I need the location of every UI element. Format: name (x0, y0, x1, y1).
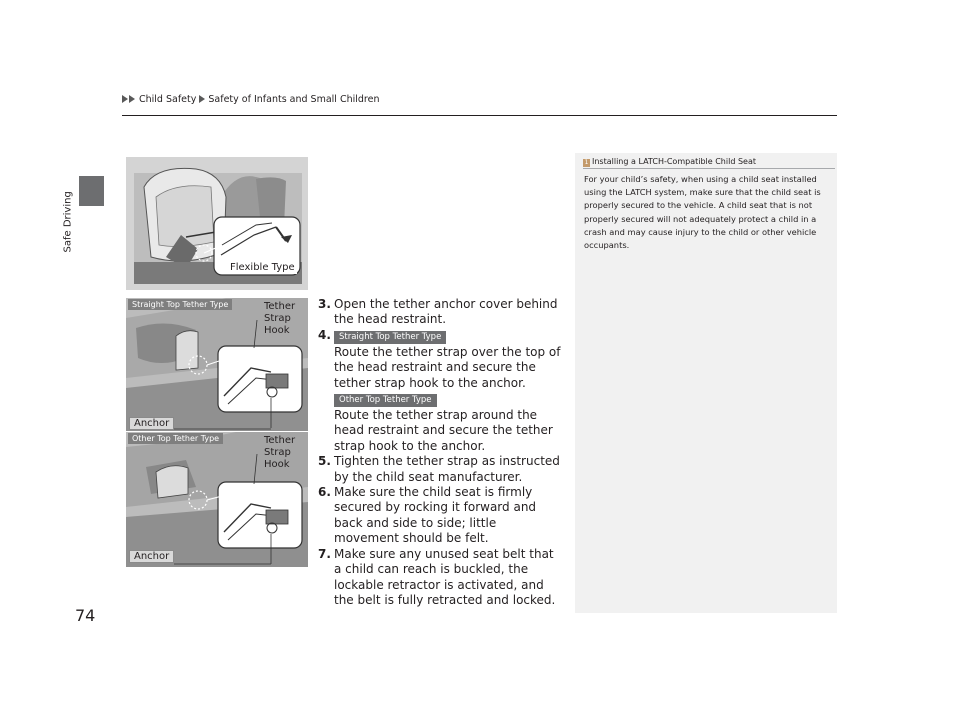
figure-callout-tether-strap-hook: Tether Strap Hook (264, 301, 296, 336)
step-number: 7. (318, 546, 331, 561)
step-text: Route the tether strap around the head restraint and secure the tether strap hook to the anchor. (334, 408, 553, 453)
breadcrumb-item[interactable]: Safety of Infants and Small Children (208, 94, 380, 105)
step-tag-other-top-tether: Other Top Tether Type (334, 394, 437, 407)
step-text: Open the tether anchor cover behind the head restraint. (334, 297, 558, 327)
note-divider (583, 168, 835, 169)
step-text: Make sure any unused seat belt that a child can reach is buckled, the lockable retractor is activated, and the belt is fully retracted and locked. (334, 546, 556, 607)
figure-callout-anchor: Anchor (129, 417, 174, 430)
step-item (318, 297, 563, 328)
figure-straight-top-tether (126, 298, 308, 431)
figure-tag-straight-top-tether: Straight Top Tether Type (128, 299, 232, 310)
figure-callout-tether-strap-hook: Tether Strap Hook (264, 435, 296, 470)
step-tag-straight-top-tether: Straight Top Tether Type (334, 331, 446, 344)
step-item (318, 547, 563, 609)
page-number: 74 (75, 606, 96, 625)
section-side-label: Safe Driving (62, 191, 74, 253)
step-text: Tighten the tether strap as instructed by the child seat manufacturer. (334, 454, 560, 484)
figure-child-seat-latch (126, 157, 308, 290)
step-text: Route the tether strap over the top of the head restraint and secure the tether strap hook to the anchor. (334, 344, 561, 390)
figure-other-top-tether (126, 432, 308, 567)
step-text: Make sure the child seat is firmly secured by rocking it forward and back and side to side; little movement should be felt. (334, 485, 537, 546)
breadcrumb-arrow-icon (129, 95, 135, 103)
figure-callout-flexible-type: Flexible Type (230, 262, 295, 273)
step-number: 5. (318, 454, 331, 469)
breadcrumb-separator-icon (199, 95, 205, 103)
note-marker-icon: 1 (584, 159, 589, 166)
step-number: 4. (318, 327, 331, 342)
header-divider (122, 115, 837, 116)
step-item (318, 328, 563, 454)
breadcrumb (122, 94, 380, 105)
figure-tag-other-top-tether: Other Top Tether Type (128, 433, 223, 444)
step-number: 6. (318, 485, 331, 500)
step-number: 3. (318, 297, 331, 311)
breadcrumb-item[interactable]: Child Safety (139, 94, 197, 105)
note-title (583, 157, 756, 167)
section-tab-marker (79, 176, 104, 206)
instruction-steps (318, 297, 563, 608)
note-body: For your child’s safety, when using a child seat installed using the LATCH system, make sure that the child seat is properly secured to the vehicle. A child seat that is not properly secured will not adequately protect a child in a crash and may cause injury to the child or other vehicle occupants. (584, 174, 821, 251)
step-item (318, 454, 563, 485)
breadcrumb-arrow-icon (122, 95, 128, 103)
figure-callout-anchor: Anchor (129, 550, 174, 563)
step-item (318, 485, 563, 547)
note-title-text: Installing a LATCH-Compatible Child Seat (592, 157, 756, 166)
